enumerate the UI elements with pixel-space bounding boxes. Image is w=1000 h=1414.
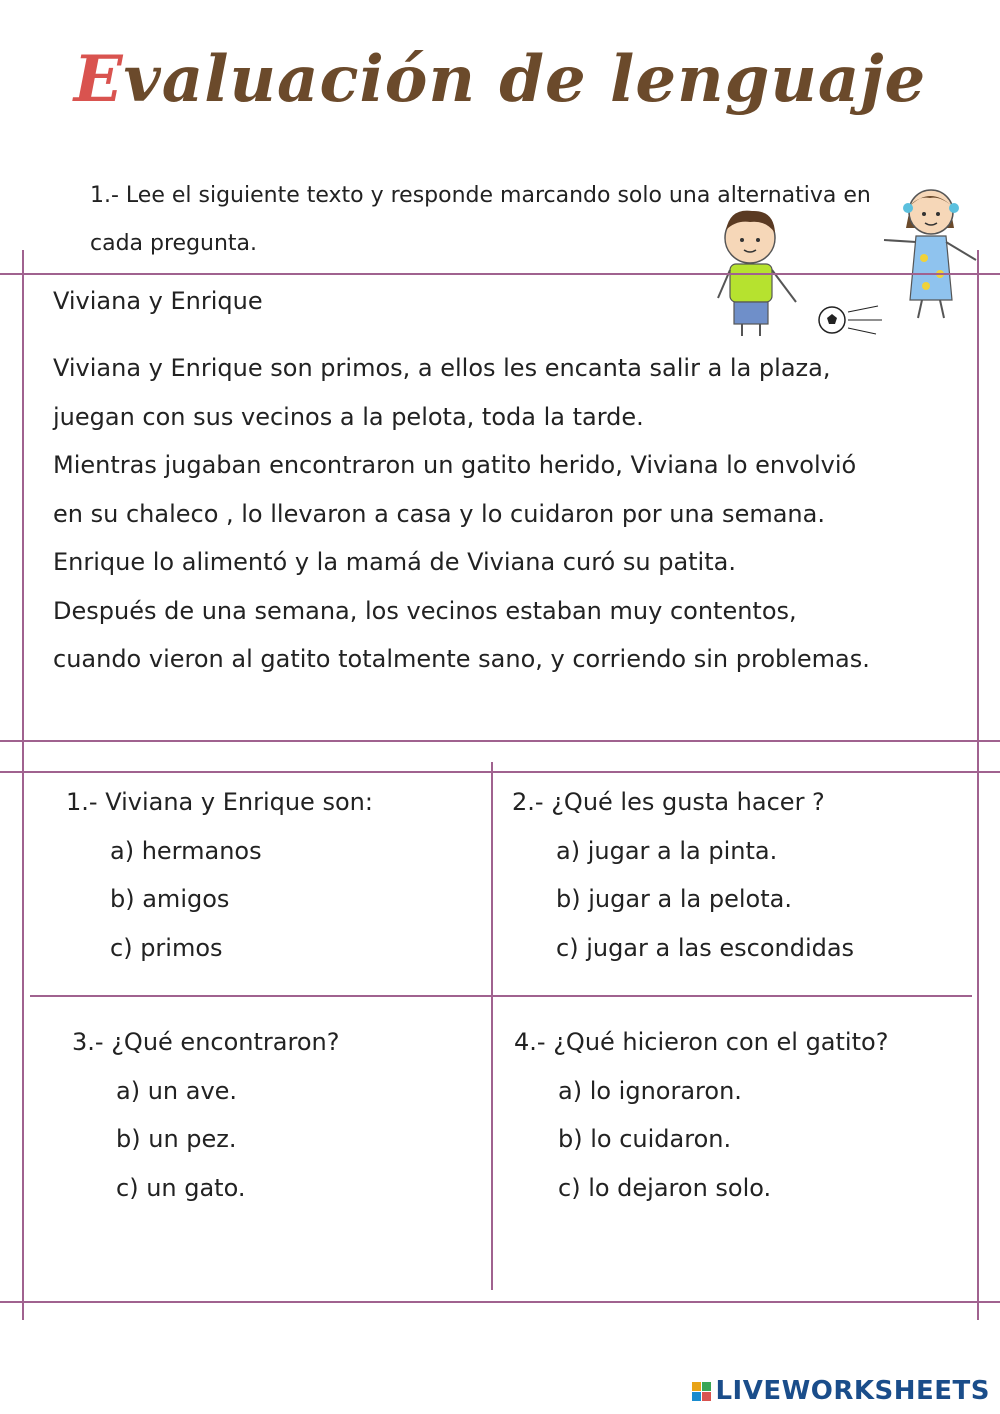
question-text: 1.- Viviana y Enrique son: bbox=[66, 788, 373, 816]
answer-option[interactable]: a) hermanos bbox=[110, 836, 262, 865]
answer-option[interactable]: b) amigos bbox=[110, 885, 230, 913]
answer-option[interactable]: c) lo dejaron solo. bbox=[558, 1173, 772, 1202]
question-text: 2.- ¿Qué les gusta hacer ? bbox=[512, 788, 825, 816]
frame-left-rule bbox=[22, 250, 24, 1320]
question-3 bbox=[72, 1018, 339, 1212]
questions-top-rule bbox=[0, 771, 1000, 773]
question-2 bbox=[512, 778, 854, 972]
logo-mark-icon bbox=[692, 1382, 711, 1401]
answer-option[interactable]: c) un gato. bbox=[116, 1173, 246, 1202]
question-4 bbox=[514, 1018, 888, 1212]
story-line: Mientras jugaban encontraron un gatito herido, Viviana lo envolvió bbox=[53, 451, 857, 479]
story-text bbox=[53, 344, 973, 684]
title-first-letter: E bbox=[73, 42, 124, 117]
story-line: juegan con sus vecinos a la pelota, toda la tarde. bbox=[53, 402, 644, 431]
questions-bottom-rule bbox=[0, 1301, 1000, 1303]
question-text: 4.- ¿Qué hicieron con el gatito? bbox=[514, 1028, 889, 1056]
page-title bbox=[0, 42, 1000, 117]
answer-option[interactable]: a) un ave. bbox=[116, 1076, 238, 1105]
answer-option[interactable]: b) jugar a la pelota. bbox=[556, 885, 792, 913]
title-rest: valuación de lenguaje bbox=[123, 42, 927, 117]
question-text: 3.- ¿Qué encontraron? bbox=[72, 1028, 340, 1056]
girl-figure bbox=[884, 190, 976, 318]
story-title: Viviana y Enrique bbox=[53, 287, 263, 315]
question-1 bbox=[66, 778, 373, 972]
story-line: Enrique lo alimentó y la mamá de Viviana curó su patita. bbox=[53, 548, 736, 576]
questions-middle-rule bbox=[30, 995, 972, 997]
answer-option[interactable]: c) jugar a las escondidas bbox=[556, 933, 855, 962]
answer-option[interactable]: b) lo cuidaron. bbox=[558, 1125, 732, 1153]
frame-top-rule bbox=[0, 273, 1000, 275]
logo-text: LIVEWORKSHEETS bbox=[715, 1376, 990, 1406]
liveworksheets-logo bbox=[692, 1376, 990, 1406]
story-line: Viviana y Enrique son primos, a ellos les encanta salir a la plaza, bbox=[53, 354, 831, 382]
instruction-text: 1.- Lee el siguiente texto y responde marcando solo una alternativa en cada pregunta. bbox=[90, 183, 871, 256]
children-playing-illustration bbox=[700, 178, 1000, 343]
questions-center-rule bbox=[491, 762, 493, 1290]
answer-option[interactable]: c) primos bbox=[110, 933, 223, 962]
story-bottom-rule bbox=[0, 740, 1000, 742]
story-line: cuando vieron al gatito totalmente sano, y corriendo sin problemas. bbox=[53, 645, 870, 673]
answer-option[interactable]: a) lo ignoraron. bbox=[558, 1076, 742, 1105]
story-line: en su chaleco , lo llevaron a casa y lo cuidaron por una semana. bbox=[53, 499, 825, 528]
frame-right-rule bbox=[977, 250, 979, 1320]
answer-option[interactable]: b) un pez. bbox=[116, 1125, 237, 1153]
soccer-ball-icon bbox=[819, 306, 882, 334]
story-line: Después de una semana, los vecinos estaban muy contentos, bbox=[53, 596, 797, 625]
answer-option[interactable]: a) jugar a la pinta. bbox=[556, 836, 778, 865]
